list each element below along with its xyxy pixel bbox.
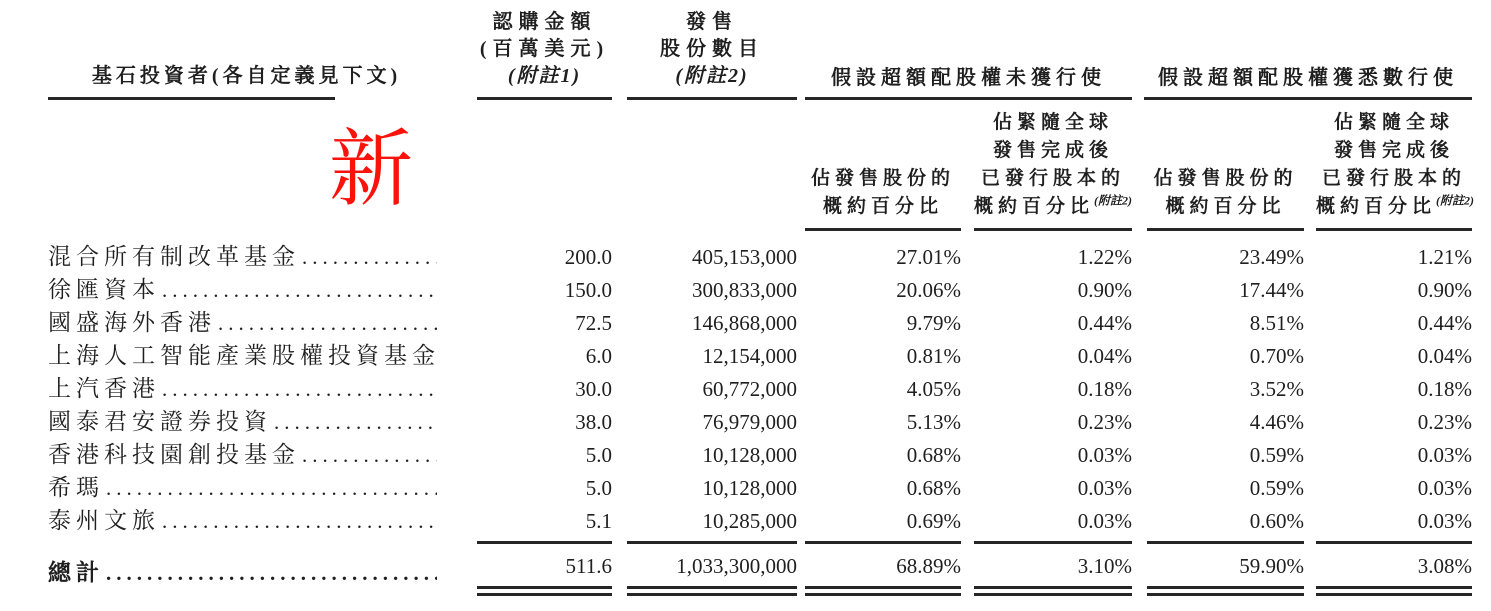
pct-capital-unexercised-cell: 0.03% — [1077, 509, 1132, 533]
pct-capital-line4-text: 概約百分比 — [974, 196, 1095, 217]
pct-offer-unexercised-cell: 0.68% — [906, 443, 961, 467]
pct-offer-full-cell: 17.44% — [1239, 278, 1304, 302]
shares-cell: 405,153,000 — [692, 245, 797, 269]
note2-superscript: (附註2) — [1094, 193, 1133, 208]
amount-cell: 30.0 — [575, 377, 612, 401]
investor-name-cell — [0, 468, 445, 501]
double-rule — [974, 586, 1132, 596]
pct-offer-unexercised-cell: 20.06% — [896, 278, 961, 302]
total-pct-offer-unexercised: 68.89% — [896, 554, 961, 578]
total-amount-cell — [445, 534, 612, 596]
pct-capital-unexercised-cell: 0.23% — [1077, 410, 1132, 434]
pct-offer-line2: 概約百分比 — [822, 196, 943, 217]
pct-offer-full-cell: 0.70% — [1249, 344, 1304, 368]
investor-name: 上海人工智能產業股權投資基金 — [48, 343, 440, 368]
group-fully-exercised-label: 假設超額配股權獲悉數行使 — [1158, 67, 1458, 89]
dot-leader — [302, 442, 437, 468]
dot-leader — [162, 508, 437, 534]
pct-capital-full-cell: 0.04% — [1417, 344, 1472, 368]
pct-offer-unexercised-cell: 5.13% — [906, 410, 961, 434]
total-top-rule — [477, 541, 612, 544]
investor-header-label: 基石投資者(各自定義見下文) — [91, 65, 402, 87]
pct-capital-line3: 已發行股本的 — [980, 168, 1125, 189]
total-top-rule — [1147, 541, 1304, 544]
pct-capital-unexercised-cell: 0.18% — [1077, 377, 1132, 401]
subscription-header-line1: 認購金額 — [492, 11, 597, 33]
shares-cell: 76,979,000 — [702, 410, 797, 434]
total-shares: 1,033,300,000 — [676, 554, 797, 578]
total-label-cell — [0, 534, 445, 596]
subscription-amount-header-cell — [445, 0, 612, 100]
investor-name-cell — [0, 501, 445, 534]
investor-name-cell — [0, 231, 445, 270]
pct-offer-unexercised-header-cell — [797, 100, 965, 231]
pct-capital-line3: 已發行股本的 — [1321, 168, 1466, 189]
total-pct-capital-full-cell — [1308, 534, 1476, 596]
amount-cell: 72.5 — [575, 311, 612, 335]
pct-capital-line4-text: 概約百分比 — [1316, 196, 1437, 217]
investor-name: 徐匯資本 — [48, 277, 160, 302]
table-row — [0, 231, 1476, 270]
pct-capital-unexercised-cell: 0.03% — [1077, 443, 1132, 467]
group-unexercised-header-cell — [797, 0, 1136, 100]
table-header — [0, 0, 1476, 231]
header-row-1 — [0, 0, 1476, 100]
subscription-header-note: (附註1) — [507, 65, 582, 87]
total-pct-capital-full: 3.08% — [1417, 554, 1472, 578]
pct-offer-full-cell: 23.49% — [1239, 245, 1304, 269]
pct-capital-full-cell: 0.18% — [1417, 377, 1472, 401]
investor-name-cell — [0, 435, 445, 468]
pct-capital-line4 — [1316, 193, 1475, 221]
amount-cell: 200.0 — [564, 245, 612, 269]
dot-leader — [218, 310, 437, 336]
dot-leader — [106, 561, 437, 586]
pct-capital-unexercised-cell: 0.04% — [1077, 344, 1132, 368]
pct-offer-full-cell: 8.51% — [1249, 311, 1304, 335]
offer-shares-header-cell — [612, 0, 797, 100]
total-top-rule — [627, 541, 797, 544]
investor-name: 混合所有制改革基金 — [48, 244, 300, 269]
group-fully-exercised-header-cell — [1136, 0, 1476, 100]
pct-capital-line1: 佔緊隨全球 — [1333, 112, 1454, 133]
amount-cell: 5.0 — [585, 443, 612, 467]
investor-name-cell — [0, 369, 445, 402]
investor-name: 香港科技園創投基金 — [48, 442, 300, 467]
dot-leader — [162, 376, 437, 402]
shares-header-note: (附註2) — [675, 65, 749, 87]
pct-capital-unexercised-cell: 1.22% — [1077, 245, 1132, 269]
table-body — [0, 231, 1476, 534]
shares-cell: 10,128,000 — [702, 443, 797, 467]
double-rule — [1147, 586, 1304, 596]
pct-offer-line1: 佔發售股份的 — [1153, 168, 1298, 189]
dot-leader — [274, 409, 437, 435]
pct-offer-unexercised-cell: 0.69% — [906, 509, 961, 533]
pct-offer-full-cell: 4.46% — [1249, 410, 1304, 434]
pct-offer-full-cell: 0.60% — [1249, 509, 1304, 533]
group-unexercised-label: 假設超額配股權未獲行使 — [831, 67, 1106, 89]
investor-name: 上汽香港 — [48, 376, 160, 401]
investor-name-cell — [0, 336, 445, 369]
investor-header-cell — [0, 0, 445, 100]
pct-capital-unexercised-header-cell — [965, 100, 1136, 231]
amount-cell: 5.1 — [585, 509, 612, 533]
total-pct-offer-full-cell — [1136, 534, 1308, 596]
shares-cell: 60,772,000 — [702, 377, 797, 401]
table-row — [0, 468, 1476, 501]
shares-cell: 12,154,000 — [702, 344, 797, 368]
total-pct-capital-unexercised: 3.10% — [1077, 554, 1132, 578]
pct-capital-full-cell: 0.03% — [1417, 509, 1472, 533]
total-pct-offer-unexercised-cell — [797, 534, 965, 596]
investor-name: 國盛海外香港 — [48, 310, 216, 335]
investor-name-cell — [0, 402, 445, 435]
pct-capital-full-cell: 0.23% — [1417, 410, 1472, 434]
total-pct-capital-unexercised-cell — [965, 534, 1136, 596]
pct-capital-unexercised-cell: 0.03% — [1077, 476, 1132, 500]
table-row — [0, 369, 1476, 402]
pct-offer-full-header-cell — [1136, 100, 1308, 231]
total-shares-cell — [612, 534, 797, 596]
total-top-rule — [974, 541, 1132, 544]
pct-offer-unexercised-cell: 27.01% — [896, 245, 961, 269]
shares-header-line2: 股份數目 — [660, 38, 764, 60]
table-row — [0, 336, 1476, 369]
dot-leader — [302, 244, 437, 270]
pct-offer-unexercised-cell: 4.05% — [906, 377, 961, 401]
pct-capital-full-header-cell — [1308, 100, 1476, 231]
pct-offer-full-cell: 0.59% — [1249, 476, 1304, 500]
pct-offer-full-cell: 3.52% — [1249, 377, 1304, 401]
table-row — [0, 501, 1476, 534]
shares-cell: 146,868,000 — [692, 311, 797, 335]
investor-name-cell — [0, 270, 445, 303]
table-row — [0, 402, 1476, 435]
double-rule — [805, 586, 961, 596]
pct-capital-line2: 發售完成後 — [1333, 140, 1454, 161]
pct-capital-line1: 佔緊隨全球 — [992, 112, 1113, 133]
pct-offer-unexercised-cell: 9.79% — [906, 311, 961, 335]
total-top-rule — [805, 541, 961, 544]
dot-leader — [106, 475, 437, 501]
investor-name-cell — [0, 303, 445, 336]
pct-capital-line2: 發售完成後 — [992, 140, 1113, 161]
amount-cell: 5.0 — [585, 476, 612, 500]
pct-capital-line4 — [974, 193, 1132, 221]
pct-offer-unexercised-cell: 0.68% — [906, 476, 961, 500]
table-row — [0, 270, 1476, 303]
pct-offer-line2: 概約百分比 — [1165, 196, 1286, 217]
pct-capital-full-cell: 0.03% — [1417, 443, 1472, 467]
pct-offer-unexercised-cell: 0.81% — [906, 344, 961, 368]
empty-header-cell — [445, 100, 612, 231]
shares-cell: 10,285,000 — [702, 509, 797, 533]
table-row — [0, 303, 1476, 336]
amount-cell: 38.0 — [575, 410, 612, 434]
total-label: 總計 — [48, 560, 104, 585]
total-top-rule — [1316, 541, 1472, 544]
investor-name: 國泰君安證券投資 — [48, 409, 272, 434]
shares-header-line1: 發售 — [686, 11, 738, 33]
pct-capital-full-cell: 0.90% — [1417, 278, 1472, 302]
investor-name: 泰州文旅 — [48, 508, 160, 533]
pct-capital-full-cell: 0.03% — [1417, 476, 1472, 500]
subscription-header-line2: (百萬美元) — [479, 38, 610, 60]
shares-cell: 10,128,000 — [702, 476, 797, 500]
pct-offer-line1: 佔發售股份的 — [810, 168, 955, 189]
empty-header-cell — [612, 100, 797, 231]
header-row-2 — [0, 100, 1476, 231]
double-rule — [477, 586, 612, 596]
double-rule — [627, 586, 797, 596]
total-amount: 511.6 — [565, 554, 612, 578]
note2-superscript: (附註2) — [1436, 193, 1475, 208]
total-row — [0, 534, 1476, 596]
investor-name: 希瑪 — [48, 475, 104, 500]
amount-cell: 150.0 — [564, 278, 612, 302]
dot-leader — [162, 277, 437, 303]
total-pct-offer-full: 59.90% — [1239, 554, 1304, 578]
pct-capital-full-cell: 1.21% — [1417, 245, 1472, 269]
table-footer — [0, 534, 1476, 596]
pct-capital-unexercised-cell: 0.90% — [1077, 278, 1132, 302]
pct-offer-full-cell: 0.59% — [1249, 443, 1304, 467]
amount-cell: 6.0 — [585, 344, 612, 368]
pct-capital-full-cell: 0.44% — [1417, 311, 1472, 335]
table-row — [0, 435, 1476, 468]
new-stamp: 新 — [329, 120, 414, 218]
double-rule — [1316, 586, 1472, 596]
shares-cell: 300,833,000 — [692, 278, 797, 302]
pct-capital-unexercised-cell: 0.44% — [1077, 311, 1132, 335]
